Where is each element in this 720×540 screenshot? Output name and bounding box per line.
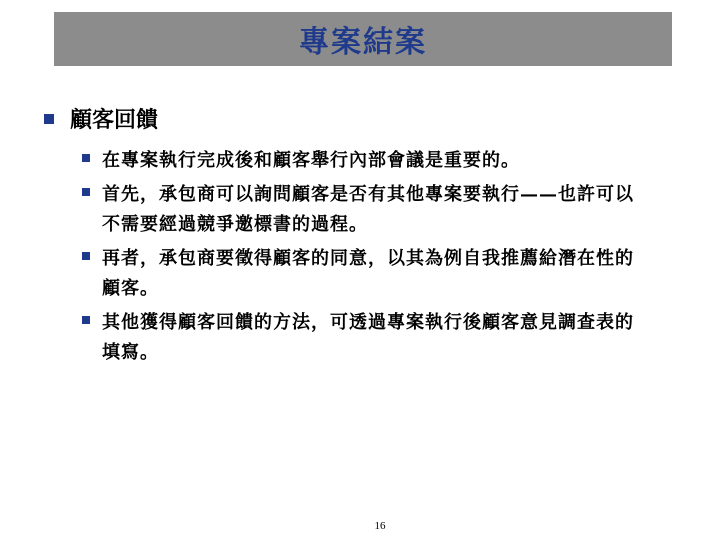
title-bar	[54, 12, 672, 66]
main-bullet-item	[44, 106, 684, 134]
sub-point-text: 首先，承包商可以詢問顧客是否有其他專案要執行——也許可以不需要經過競爭邀標書的過程。	[102, 184, 634, 235]
sub-bullet-item	[82, 180, 684, 240]
sub-bullet-item	[82, 308, 684, 368]
square-bullet-icon	[82, 154, 90, 162]
square-bullet-icon	[44, 114, 54, 124]
sub-bullet-item	[82, 146, 684, 176]
square-bullet-icon	[82, 252, 90, 260]
sub-bullet-list	[82, 146, 684, 368]
slide-content	[44, 106, 684, 372]
square-bullet-icon	[82, 188, 90, 196]
square-bullet-icon	[82, 316, 90, 324]
sub-bullet-item	[82, 244, 684, 304]
page-number: 16	[374, 520, 386, 532]
slide-title: 專案結案	[299, 25, 427, 60]
main-point-text: 顧客回饋	[70, 107, 159, 133]
sub-point-text: 其他獲得顧客回饋的方法，可透過專案執行後顧客意見調查表的填寫。	[102, 312, 634, 363]
sub-point-text: 在專案執行完成後和顧客舉行內部會議是重要的。	[102, 150, 520, 171]
sub-point-text: 再者，承包商要徵得顧客的同意，以其為例自我推薦給潛在性的顧客。	[102, 248, 634, 299]
